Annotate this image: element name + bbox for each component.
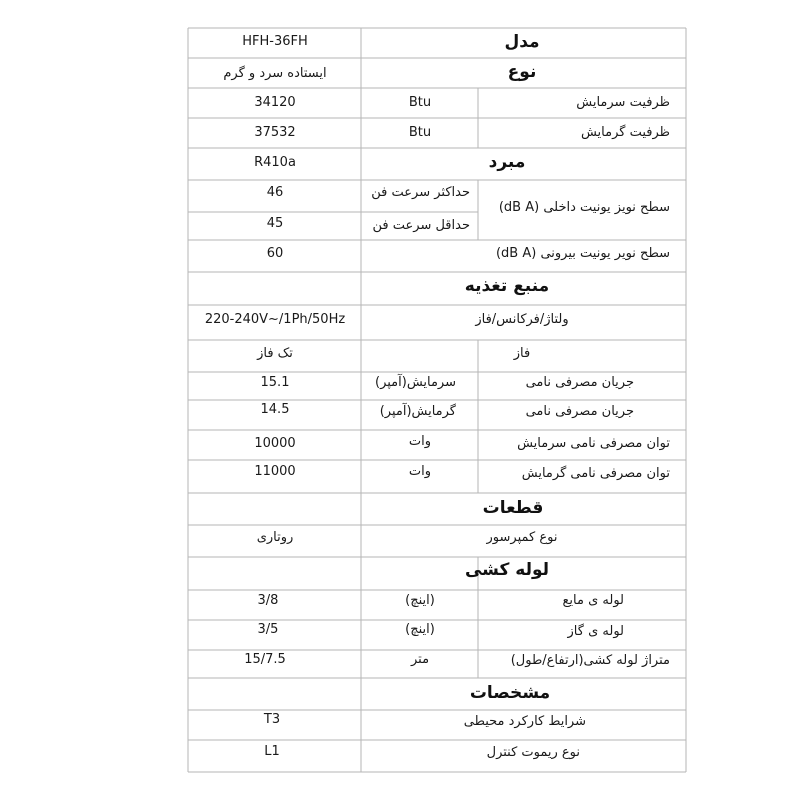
rated-power-heating-unit: وات	[408, 464, 432, 479]
ambient-label: شرایط کارکرد محیطی	[463, 714, 586, 729]
indoor-noise-max-value: 46	[266, 185, 284, 200]
compressor-type-label: نوع کمپرسور	[486, 530, 558, 545]
remote-label: نوع ریموت کنترل	[486, 745, 580, 760]
cooling-capacity-value: 34120	[254, 95, 296, 110]
rated-power-cooling-unit: وات	[408, 434, 432, 449]
rated-current-heating-unit: گرمایش(آمپر)	[379, 404, 456, 419]
piping-length-unit: متر	[410, 652, 430, 667]
piping-length-label: متراژ لوله کشی(ارتفاع/طول)	[510, 653, 670, 668]
heating-capacity-label: ظرفیت گرمایش	[580, 125, 670, 140]
heating-capacity-unit: Btu	[408, 125, 432, 140]
liquid-pipe-value: 3/8	[257, 593, 279, 608]
liquid-pipe-unit: (اینچ)	[405, 593, 435, 608]
voltage-value: 220-240V~/1Ph/50Hz	[204, 312, 346, 327]
piping-length-value: 15/7.5	[244, 652, 286, 667]
rated-current-cooling-label: جریان مصرفی نامی	[525, 375, 634, 390]
indoor-noise-min-value: 45	[266, 216, 284, 231]
gas-pipe-value: 3/5	[257, 622, 279, 637]
outdoor-noise-value: 60	[266, 246, 284, 261]
indoor-noise-min-label: حداقل سرعت فن	[372, 218, 470, 233]
phase-value: تک فاز	[257, 346, 293, 361]
refrigerant-label: مبرد	[488, 152, 526, 172]
rated-power-heating-value: 11000	[254, 464, 296, 479]
rated-current-heating-label: جریان مصرفی نامی	[525, 404, 634, 419]
model-value: HFH-36FH	[242, 34, 308, 49]
piping-heading: لوله کشی	[464, 560, 550, 580]
gas-pipe-unit: (اینچ)	[405, 622, 435, 637]
model-label: مدل	[504, 32, 540, 52]
ambient-value: T3	[263, 712, 281, 727]
power-supply-heading: منبع تغذیه	[464, 276, 550, 296]
voltage-label: ولتاژ/فرکانس/فاز	[475, 312, 569, 327]
rated-power-cooling-label: توان مصرفی نامی سرمایش	[517, 436, 670, 451]
indoor-noise-label: سطح نویز یونیت داخلی (dB A)	[498, 200, 670, 215]
remote-value: L1	[264, 744, 280, 759]
rated-current-heating-value: 14.5	[260, 402, 290, 417]
components-heading: قطعات	[482, 498, 544, 518]
rated-current-cooling-value: 15.1	[260, 375, 290, 390]
cooling-capacity-unit: Btu	[408, 95, 432, 110]
indoor-noise-max-label: حداکثر سرعت فن	[371, 185, 470, 200]
rated-power-cooling-value: 10000	[254, 436, 296, 451]
rated-current-cooling-unit: سرمایش(آمپر)	[375, 375, 456, 390]
specs-heading: مشخصات	[469, 683, 551, 703]
compressor-type-value: روتاری	[256, 530, 294, 545]
liquid-pipe-label: لوله ی مایع	[562, 593, 624, 608]
phase-label: فاز	[513, 346, 531, 361]
type-value: ایستاده سرد و گرم	[223, 66, 327, 81]
outdoor-noise-label: سطح نویر یونیت بیرونی (dB A)	[495, 246, 670, 261]
cooling-capacity-label: ظرفیت سرمایش	[576, 95, 670, 110]
heating-capacity-value: 37532	[254, 125, 296, 140]
gas-pipe-label: لوله ی گاز	[567, 624, 624, 639]
rated-power-heating-label: توان مصرفی نامی گرمایش	[521, 466, 670, 481]
type-label: نوع	[507, 62, 537, 82]
refrigerant-value: R410a	[254, 155, 296, 170]
